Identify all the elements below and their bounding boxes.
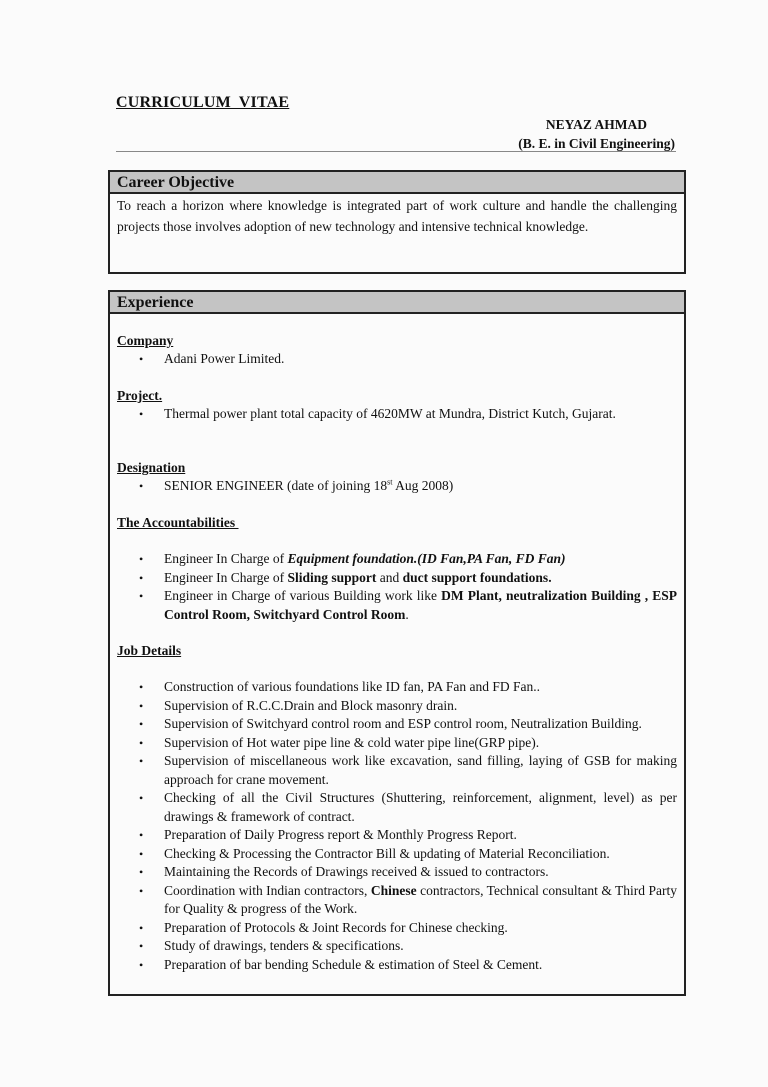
- list-item: [117, 734, 677, 753]
- item-emphasis: DM Plant, neutralization Building , ESP Control Room, Switchyard Control Room: [164, 588, 677, 622]
- item-text: Coordination with Indian contractors,: [164, 882, 371, 898]
- item-text: contractors, Technical consultant & Third Party for Quality & progress of the Work.: [164, 882, 677, 916]
- bullet-icon: •: [139, 754, 144, 768]
- job-details-label: Job Details: [117, 643, 182, 658]
- bullet-icon: •: [139, 698, 144, 713]
- item-text: and: [376, 569, 403, 585]
- item-text: .: [405, 606, 409, 622]
- list-item: [117, 919, 677, 938]
- company-label: Company: [117, 333, 174, 348]
- item-text: Engineer In Charge of: [164, 569, 288, 585]
- bullet-icon: •: [139, 883, 144, 898]
- bullet-icon: •: [139, 552, 144, 566]
- item-text: Supervision of miscellaneous work like excavation, sand filling, laying of GSB for making approach for crane movement.: [164, 753, 677, 787]
- project-block: [117, 387, 677, 424]
- list-item: [117, 350, 677, 369]
- list-item: [117, 937, 677, 956]
- item-text: Supervision of Hot water pipe line & cold water pipe line(GRP pipe).: [164, 734, 540, 750]
- bullet-icon: •: [139, 717, 144, 731]
- list-item: [117, 477, 677, 496]
- item-text: Checking & Processing the Contractor Bill & updating of Material Reconciliation.: [164, 845, 610, 861]
- company-name: Adani Power Limited.: [164, 351, 285, 366]
- list-item: [117, 789, 677, 826]
- list-item: [117, 697, 677, 716]
- project-description: Thermal power plant total capacity of 4620MW at Mundra, District Kutch, Gujarat.: [164, 406, 616, 421]
- bullet-icon: •: [139, 570, 144, 585]
- accountabilities-block: [117, 514, 677, 624]
- candidate-info: [518, 115, 675, 153]
- bullet-icon: •: [139, 680, 144, 694]
- item-emphasis: Equipment foundation.(ID Fan,PA Fan, FD Fan): [287, 551, 566, 566]
- bullet-icon: •: [139, 939, 144, 953]
- job-details-block: [117, 642, 677, 974]
- designation-title: SENIOR ENGINEER (date of joining 18: [164, 478, 388, 493]
- item-text: Preparation of Protocols & Joint Records for Chinese checking.: [164, 919, 508, 935]
- item-text: Checking of all the Civil Structures (Shuttering, reinforcement, alignment, level) as per drawings & framework of contract.: [164, 790, 677, 824]
- project-label: Project.: [117, 388, 163, 403]
- candidate-degree: (B. E. in Civil Engineering): [518, 136, 675, 151]
- candidate-name: NEYAZ AHMAD: [545, 117, 647, 132]
- join-date: Aug 2008): [392, 478, 454, 493]
- list-item: [117, 550, 677, 569]
- item-text: Construction of various foundations like ID fan, PA Fan and FD Fan..: [164, 679, 540, 694]
- item-text: Preparation of Daily Progress report & Monthly Progress Report.: [164, 827, 517, 842]
- accountabilities-label: The Accountabilities: [117, 515, 239, 530]
- list-item: [117, 678, 677, 697]
- bullet-icon: •: [139, 352, 144, 366]
- bullet-icon: •: [139, 407, 144, 421]
- document-title: CURRICULUM VITAE: [116, 94, 290, 111]
- item-text: Study of drawings, tenders & specifications.: [164, 938, 404, 953]
- list-item: [117, 826, 677, 845]
- item-emphasis: duct support foundations.: [402, 569, 552, 585]
- bullet-icon: •: [139, 791, 144, 805]
- item-text: Engineer In Charge of: [164, 551, 288, 566]
- bullet-icon: •: [139, 920, 144, 935]
- date-suffix: st: [387, 477, 393, 487]
- list-item: [117, 587, 677, 624]
- list-item: [117, 569, 677, 588]
- company-block: [117, 332, 677, 369]
- experience-section: [108, 290, 686, 996]
- header-divider: [116, 151, 676, 152]
- bullet-icon: •: [139, 589, 144, 603]
- objective-text: To reach a horizon where knowledge is integrated part of work culture and handle the challenging projects those involves adoption of new technology and intensive technical knowledge.: [117, 198, 677, 234]
- item-text: Maintaining the Records of Drawings received & issued to contractors.: [164, 864, 549, 879]
- designation-block: [117, 459, 677, 496]
- item-text: Engineer in Charge of various Building work like: [164, 588, 442, 603]
- list-item: [117, 405, 627, 424]
- list-item: [117, 752, 677, 789]
- list-item: [117, 863, 677, 882]
- designation-label: Designation: [117, 460, 186, 475]
- item-emphasis: Sliding support: [287, 569, 377, 585]
- item-text: Supervision of Switchyard control room and ESP control room, Neutralization Building.: [164, 716, 642, 731]
- bullet-icon: •: [139, 865, 144, 879]
- bullet-icon: •: [139, 846, 144, 861]
- bullet-icon: •: [139, 828, 144, 842]
- item-emphasis: Chinese: [370, 882, 417, 898]
- item-text: Supervision of R.C.C.Drain and Block masonry drain.: [164, 697, 458, 713]
- bullet-icon: •: [139, 957, 144, 972]
- career-objective-section: [108, 170, 686, 274]
- bullet-icon: •: [139, 735, 144, 750]
- section-heading: Experience: [110, 292, 684, 314]
- list-item: [117, 845, 677, 864]
- list-item: [117, 715, 677, 734]
- section-heading: Career Objective: [110, 172, 684, 194]
- bullet-icon: •: [139, 479, 144, 493]
- list-item: [117, 882, 677, 919]
- item-text: Preparation of bar bending Schedule & estimation of Steel & Cement.: [164, 956, 543, 972]
- list-item: [117, 956, 677, 975]
